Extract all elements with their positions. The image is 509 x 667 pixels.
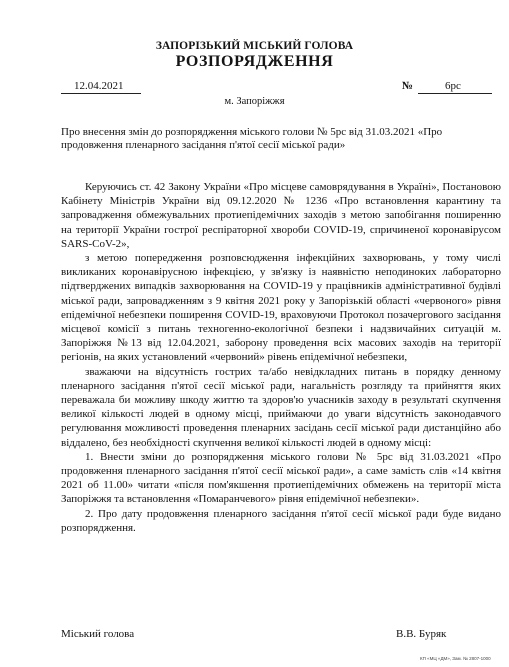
document-subject: Про внесення змін до розпорядження міського голови № 5рс від 31.03.2021 «Про продовження пленарного засідання п'ятої сесії міської ради»	[61, 126, 443, 151]
document-type-title: РОЗПОРЯДЖЕННЯ	[175, 53, 334, 70]
body-paragraph-purpose: з метою попередження розповсюдження інфекційних захворювань, у тому числі викликаних коронавірусною інфекцією, у зв'язку із наявністю неподиноких лабораторно підтверджених випадків захворювання на COVID-19 у працівників адміністративної будівлі міської ради, запровадженням з 9 квітня 2021 року у Запорізькій області «червоного» рівня епідемічної небезпеки поширення COVID-19, враховуючи Протокол позачергового засідання місцевої комісії з питань техногенно-екологічної безпеки і надзвичайних ситуацій м. Запоріжжя №13 від 12.04.2021, заборону проведення всіх масових заходів на території регіонів, на яких установлений «червоний» рівень епідемічної небезпеки,	[61, 252, 501, 364]
document-body	[61, 180, 501, 535]
number-sign: №	[402, 80, 414, 92]
print-code-footer: КП «МЦ «ДМ», Зам. № 2807-1000	[420, 656, 491, 661]
date-underline	[61, 93, 141, 94]
body-paragraph-item-2: 2. Про дату продовження пленарного засідання п'ятої сесії міської ради буде видано розпорядження.	[61, 507, 501, 534]
signatory-name: В.В. Буряк	[396, 628, 447, 640]
document-date: 12.04.2021	[74, 80, 124, 92]
body-paragraph-legal-basis: Керуючись ст. 42 Закону України «Про місцеве самоврядування в Україні», Постановою Кабінету Міністрів України від 09.12.2020 № 1236 «Про встановлення карантину та запровадження обмежувальних протиепідемічних заходів з метою запобігання поширенню на території України гострої респіраторної хвороби COVID-19, спричиненої коронавірусом SARS-CoV-2»,	[61, 181, 501, 250]
number-underline	[418, 93, 492, 94]
signatory-position: Міський голова	[61, 628, 135, 640]
document-number: 6рс	[445, 80, 461, 92]
body-paragraph-considering: зважаючи на відсутність гострих та/або невідкладних питань в порядку денному пленарного засідання п'ятої сесії міської ради, нагальність розгляду та прийняття яких переважала би можливу шкоду життю та здоров'ю учасників заходу в результаті скупчення великої кількості людей в одному місці, приймаючи до уваги відсутність законодавчого регулювання можливості проведення пленарних засідань сесії міської ради дистанційно або віддалено, без необхідності скупчення великої кількості людей в одному місці:	[61, 365, 501, 449]
body-paragraph-item-1: 1. Внести зміни до розпорядження міського голови № 5рс від 31.03.2021 «Про продовження пленарного засідання п'ятої сесії міської ради», а саме замість слів «14 квітня 2021 об 11.00» читати «після пом'якшення протиепідемічних обмежень на території міста Запоріжжя та встановлення «Помаранчевого» рівня епідемічної небезпеки».	[61, 450, 501, 506]
issuing-authority: ЗАПОРІЗЬКИЙ МІСЬКИЙ ГОЛОВА	[155, 40, 354, 52]
city-name: м. Запоріжжя	[224, 96, 285, 107]
